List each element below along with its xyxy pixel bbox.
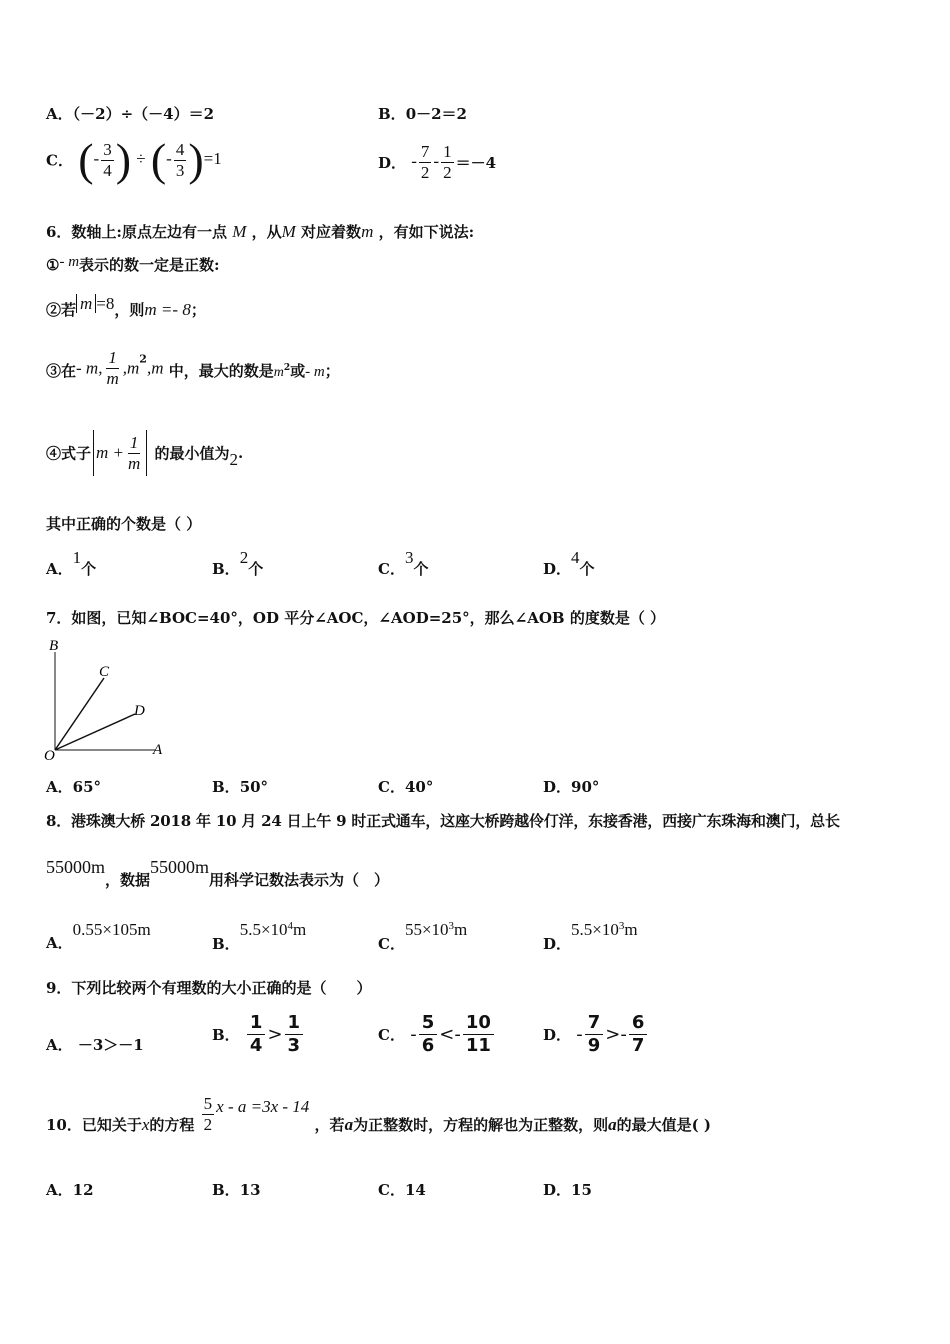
- q10-option-b: B．13: [212, 1181, 261, 1199]
- q8-option-b: B．$5.5\times 10^4m$: [212, 920, 307, 953]
- q9-option-d: D． - $\frac{7}{9}$ >- $\frac{6}{7}$: [543, 1012, 649, 1057]
- label-b: B: [49, 638, 59, 654]
- q5-option-c: C． (- $\frac{3}{4}$ ) ÷ (- $\frac{4}{3}$ )=1: [46, 134, 222, 185]
- q10-option-a: A．12: [46, 1181, 94, 1199]
- q8-option-c: C．$55\times 10^3m$: [378, 920, 468, 953]
- q6-statement-4: ④式子 m + $\frac{1}{m}$ 的最小值为2.: [46, 430, 243, 476]
- q6-statement-2: ②若 m =8，则m =- 8；: [46, 294, 206, 319]
- q6-option-a: A．1个: [46, 548, 97, 578]
- label-o: O: [44, 748, 55, 762]
- q5-option-d: D． - $\frac{7}{2}$ - $\frac{1}{2}$ ＝－4: [378, 142, 497, 182]
- q9-option-c: C． - $\frac{5}{6}$ <- $\frac{10}{11}$: [378, 1012, 496, 1057]
- q6-statement-3: ③在- m, $\frac{1}{m}$ $,m^2,m$ 中，最大的数是$m_2$或- m；: [46, 348, 340, 388]
- q9-option-a: A． －3＞－1: [46, 1036, 144, 1054]
- label-c: C: [99, 664, 110, 680]
- q7-option-b: B．50°: [212, 778, 269, 796]
- q6-option-b: B．2个: [212, 548, 264, 578]
- q8-option-a: A．0.55×105m: [46, 920, 151, 952]
- q7-angle-figure: [42, 632, 172, 762]
- q8-stem-line2: 55000m，数据55000m用科学记数法表示为（ ）: [46, 857, 390, 889]
- q6-statement-1: ①- m表示的数一定是正数:: [46, 254, 220, 274]
- q5-option-a: A．（－2）÷（－4）＝2: [46, 105, 215, 123]
- label-d: D: [134, 703, 145, 719]
- q8-option-d: D．$5.5\times 10^3m$: [543, 920, 638, 953]
- q10-option-d: D．15: [543, 1181, 592, 1199]
- q6-stem: 6．数轴上:原点左边有一点 M ，从M 对应着数m ，有如下说法:: [46, 222, 475, 241]
- label-a: A: [153, 742, 163, 758]
- q6-option-c: C．3个: [378, 548, 429, 578]
- q10-stem: 10．已知关于x的方程 $\frac{5}{2}$ x - a =3x - 14 ，若a为正整数时，方程的解也为正整数，则a的最大值是( ): [46, 1094, 711, 1134]
- q7-option-a: A．65°: [46, 778, 102, 796]
- q10-option-c: C．14: [378, 1181, 426, 1199]
- q6-option-d: D．4个: [543, 548, 595, 578]
- q9-stem: 9．下列比较两个有理数的大小正确的是（ ）: [46, 979, 372, 997]
- q6-question: 其中正确的个数是（ ）: [46, 515, 202, 533]
- q9-option-b: B． $\frac{1}{4}$ > $\frac{1}{3}$: [212, 1012, 305, 1057]
- q8-stem: 8．港珠澳大桥 2018 年 10 月 24 日上午 9 时正式通车，这座大桥跨越伶仃洋，东接香港，西接广东珠海和澳门，总长: [46, 812, 840, 830]
- q5-option-b: B．0－2＝2: [378, 105, 467, 123]
- q7-stem: 7．如图，已知∠BOC=40°，OD 平分∠AOC，∠AOD=25°，那么∠AOB 的度数是（ ）: [46, 609, 666, 627]
- q7-option-c: C．40°: [378, 778, 434, 796]
- q7-option-d: D．90°: [543, 778, 600, 796]
